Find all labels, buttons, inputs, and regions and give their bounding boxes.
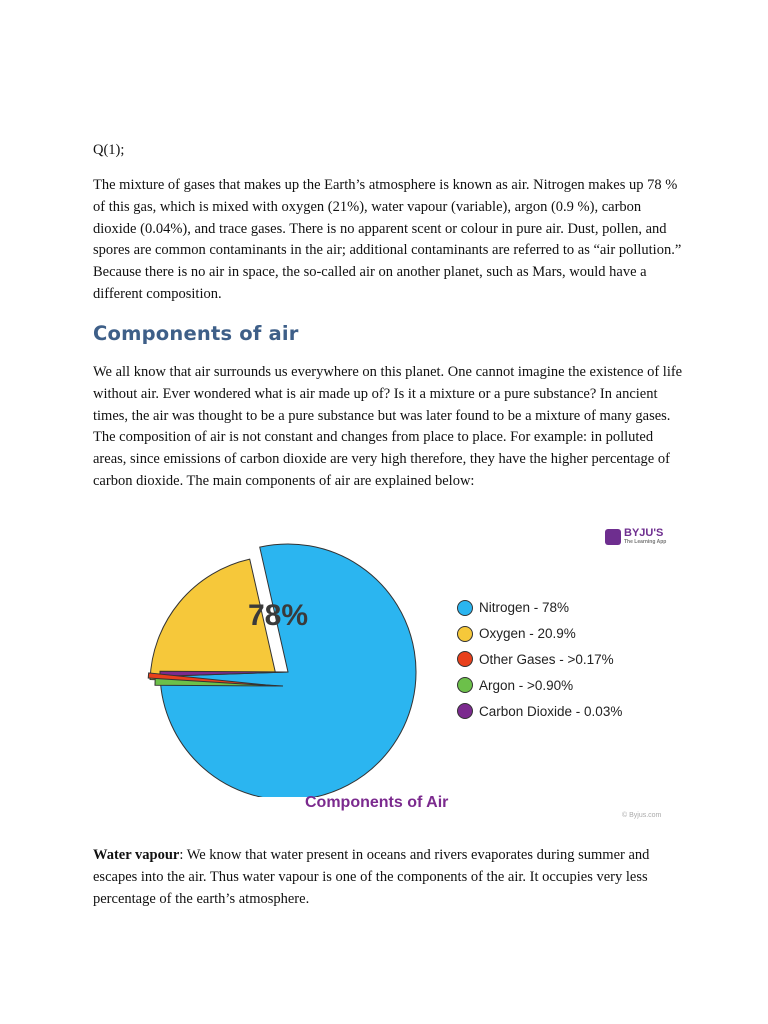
- pie-chart: [145, 522, 445, 797]
- legend-item: [457, 595, 622, 621]
- legend-item: [457, 647, 622, 673]
- legend-label: Oxygen - 20.9%: [479, 626, 576, 642]
- intro-paragraph: The mixture of gases that makes up the Earth’s atmosphere is known as air. Nitrogen makes up 78 % of this gas, which is mixed with oxygen (21%), water vapour (variable), argon (0.9 %), carbon dioxide (0.04%), and trace gases. There is no apparent scent or colour in pure air. Dust, pollen, and spores are common contaminants in the air; additional contaminants are referred to as “air pollution.” Because there is no air in space, the so-called air on another planet, such as Mars, would have a different composition.: [93, 177, 682, 302]
- legend-label: Carbon Dioxide - 0.03%: [479, 703, 623, 719]
- legend-swatch: [457, 651, 473, 667]
- components-figure: [145, 522, 680, 827]
- legend-swatch: [457, 677, 473, 693]
- legend-item: [457, 621, 622, 647]
- copyright-note: © Byjus.com: [622, 812, 662, 819]
- legend-item: [457, 672, 622, 698]
- data-label-nitrogen: 78%: [247, 599, 309, 632]
- question-label: Q(1);: [93, 142, 125, 158]
- brand-tagline: The Learning App: [624, 539, 667, 545]
- water-vapour-paragraph: [93, 845, 683, 910]
- brand-mark-icon: [605, 529, 621, 545]
- brand-name: BYJU'S: [624, 527, 664, 539]
- legend-label: Argon - >0.90%: [479, 677, 574, 693]
- legend-label: Nitrogen - 78%: [479, 600, 570, 616]
- water-vapour-term: Water vapour: [93, 847, 180, 863]
- components-paragraph: We all know that air surrounds us everywhere on this planet. One cannot imagine the existence of life without air. Ever wondered what is air made up of? Is it a mixture or a pure substance? In ancient times, the air was thought to be a pure substance but was later found to be a mixture of many gases. The composition of air is not constant and changes from place to place. For example: in polluted areas, since emissions of carbon dioxide are very high therefore, they have the higher percentage of carbon dioxide. The main components of air are explained below:: [93, 364, 683, 489]
- brand-logo: [605, 528, 666, 545]
- chart-legend: [457, 595, 622, 724]
- legend-swatch: [457, 600, 473, 616]
- legend-item: [457, 698, 622, 724]
- figure-caption: Components of Air: [305, 794, 449, 811]
- legend-label: Other Gases - >0.17%: [479, 651, 614, 667]
- legend-swatch: [457, 626, 473, 642]
- water-vapour-text: : We know that water present in oceans and rivers evaporates during summer and escapes into the air. Thus water vapour is one of the components of the air. It occupies very less percentage of the earth’s atmosphere.: [93, 847, 650, 907]
- section-heading: Components of air: [93, 322, 299, 345]
- legend-swatch: [457, 703, 473, 719]
